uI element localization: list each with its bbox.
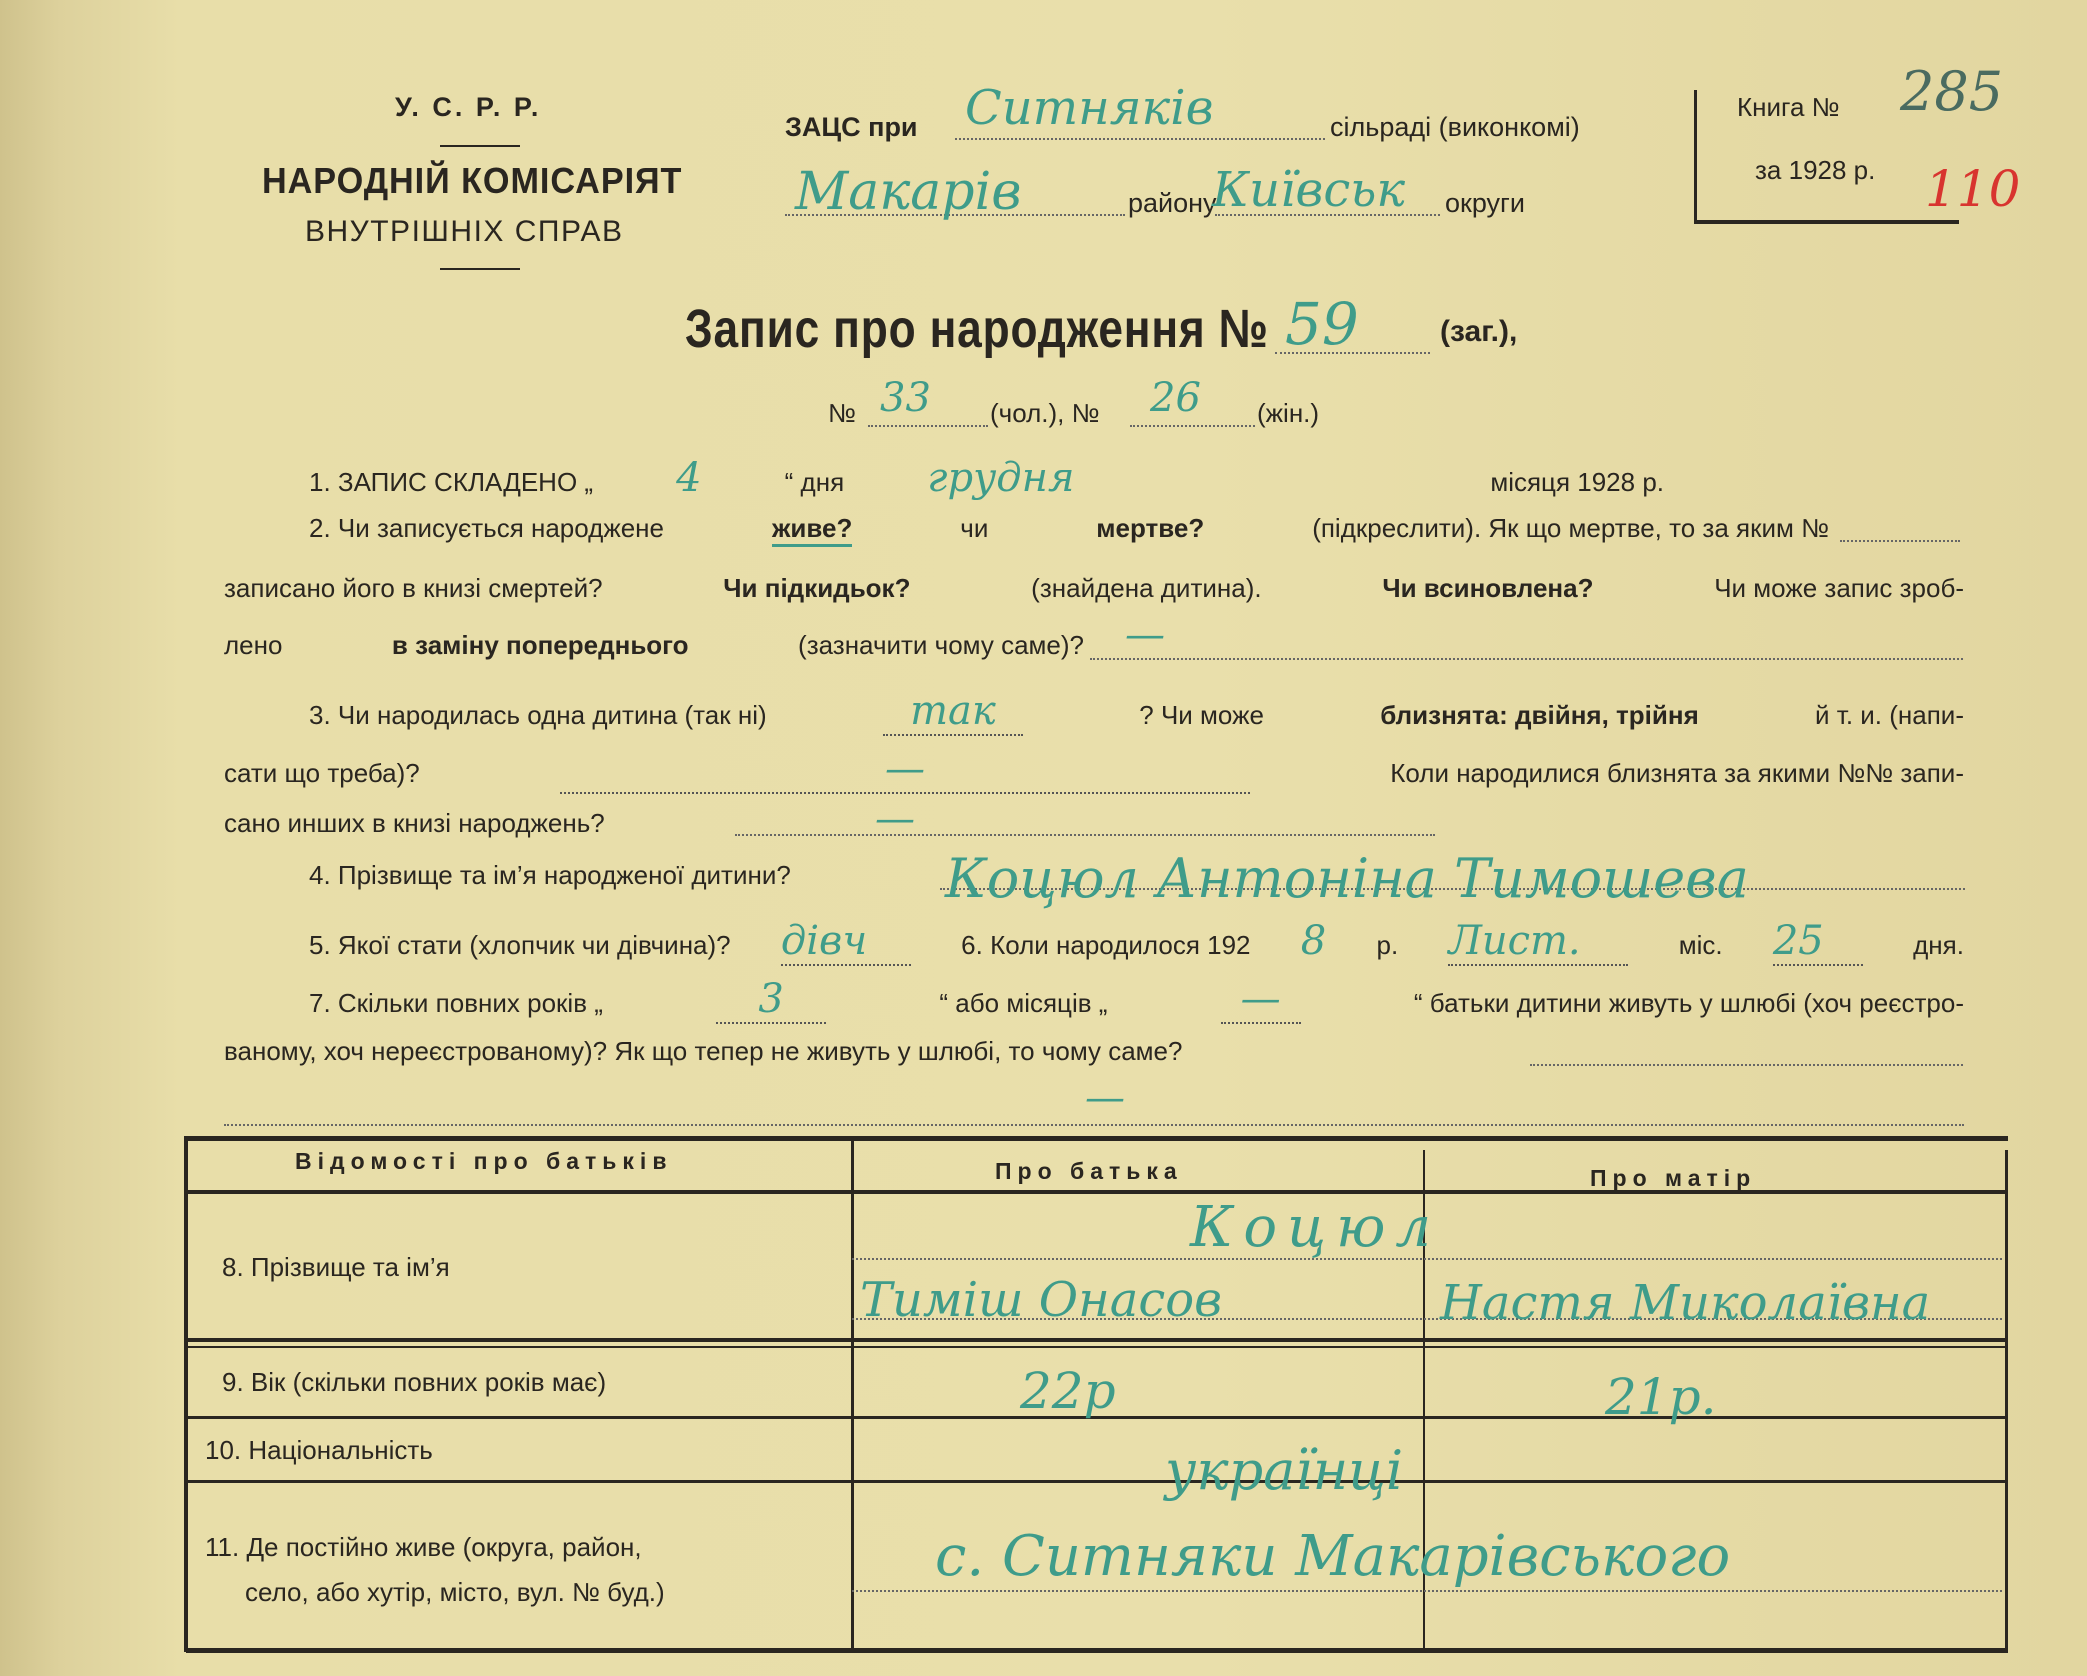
text: дня. bbox=[1913, 930, 1964, 960]
text: 7. Скільки повних років „ bbox=[309, 988, 603, 1018]
record-total-suffix: (заг.), bbox=[1440, 315, 1518, 348]
village-council-suffix: сільраді (виконкомі) bbox=[1330, 112, 1580, 142]
item-5-6 bbox=[309, 918, 1964, 966]
text: “ дня bbox=[784, 467, 845, 497]
item-2-line-3 bbox=[224, 630, 1084, 661]
text: (підкреслити). Як що мертве, то за яким № bbox=[1312, 513, 1829, 543]
birth-month-value: Лист. bbox=[1448, 918, 1628, 966]
table-border bbox=[186, 1136, 2008, 1141]
year-label: за 1928 р. bbox=[1755, 155, 1876, 185]
header-father: Про батька bbox=[995, 1158, 1183, 1184]
table-border bbox=[184, 1136, 188, 1652]
text: в заміну попереднього bbox=[391, 630, 689, 660]
record-title: Запис про народження № bbox=[685, 299, 1269, 359]
text: лено bbox=[224, 630, 283, 660]
table-border bbox=[851, 1136, 854, 1652]
father-age: 22р bbox=[1020, 1362, 1116, 1420]
text: місяця 1928 р. bbox=[1490, 467, 1664, 497]
item-1 bbox=[309, 455, 1664, 501]
twins-records-field bbox=[735, 834, 1435, 836]
divider bbox=[440, 268, 520, 270]
surname-value: Коцюл bbox=[1190, 1195, 1442, 1260]
dead-option: мертве? bbox=[1096, 513, 1205, 543]
book-label: Книга № bbox=[1737, 92, 1840, 122]
row-age-label: 9. Вік (скільки повних років має) bbox=[222, 1367, 607, 1397]
okrug-value: Київськ bbox=[1212, 162, 1406, 218]
text: Коли народилися близнята за якими №№ запи- bbox=[1390, 758, 1964, 788]
text: сати що треба)? bbox=[224, 758, 420, 788]
birth-day-value: 25 bbox=[1773, 918, 1863, 966]
text: 1. ЗАПИС СКЛАДЕНО „ bbox=[309, 467, 594, 497]
female-number-field bbox=[1130, 425, 1255, 427]
book-box-border bbox=[1694, 90, 1697, 220]
item-3-line-2 bbox=[224, 746, 1964, 794]
item-7-line-2: ваному, хоч нереєстрованому)? Як що тепер не живуть у шлюбі, то чому саме? bbox=[224, 1036, 1183, 1066]
residence-value: с. Ситняки Макарівського bbox=[935, 1524, 1731, 1589]
text: 2. Чи записується народжене bbox=[309, 513, 664, 543]
marriage-months-value: — bbox=[1221, 976, 1301, 1024]
row-residence-label-2: село, або хутір, місто, вул. № буд.) bbox=[245, 1577, 665, 1607]
text: чи bbox=[960, 513, 989, 543]
text: 5. Якої стати (хлопчик чи дівчина)? bbox=[309, 930, 731, 960]
twins-records-value: — bbox=[875, 796, 915, 842]
twins-value: — bbox=[560, 746, 1250, 794]
male-number-field bbox=[868, 425, 988, 427]
item-2 bbox=[309, 513, 1829, 547]
table-border bbox=[186, 1346, 2008, 1348]
marriage-reason-field bbox=[1530, 1064, 1963, 1066]
male-number: 33 bbox=[880, 375, 931, 421]
father-name: Тиміш Онасов bbox=[860, 1272, 1223, 1328]
item-4: 4. Прізвище та ім’я народженої дитини? bbox=[309, 860, 791, 890]
single-child-value: так bbox=[883, 688, 1023, 736]
book-box-border bbox=[1694, 220, 1959, 224]
month-value: грудня bbox=[927, 455, 1075, 501]
text: Чи може запис зроб- bbox=[1714, 573, 1964, 603]
record-number: 59 bbox=[1285, 290, 1359, 358]
red-mark: 110 bbox=[1925, 160, 2021, 218]
zags-prefix: ЗАЦС при bbox=[785, 112, 918, 142]
table-border bbox=[2005, 1150, 2008, 1650]
item-7 bbox=[309, 976, 1964, 1024]
mother-age: 21р. bbox=[1605, 1368, 1717, 1426]
text: міс. bbox=[1678, 930, 1723, 960]
alive-option: живе? bbox=[772, 513, 852, 547]
district-label: району bbox=[1128, 188, 1217, 218]
marriage-years-value: 3 bbox=[716, 976, 826, 1024]
commissariat-title: НАРОДНІЙ КОМІСАРІЯТ bbox=[262, 160, 683, 201]
table-border bbox=[186, 1648, 2008, 1653]
text: р. bbox=[1376, 930, 1399, 960]
birth-year-digit: 8 bbox=[1300, 918, 1327, 964]
table-border bbox=[186, 1480, 2008, 1483]
text: “ батьки дитини живуть у шлюбі (хоч реєстро- bbox=[1413, 988, 1964, 1018]
header-parents-info: Відомості про батьків bbox=[295, 1148, 673, 1174]
female-number: 26 bbox=[1150, 375, 1201, 421]
table-border bbox=[186, 1338, 2008, 1342]
nationality-value: українці bbox=[1165, 1439, 1404, 1502]
sex-value: дівч bbox=[781, 918, 911, 966]
text: (знайдена дитина). bbox=[1031, 573, 1262, 603]
marriage-reason-field-2 bbox=[224, 1124, 1964, 1126]
no-label: № bbox=[828, 398, 856, 428]
replacement-value: — bbox=[1125, 612, 1165, 658]
republic-label: У. С. Р. Р. bbox=[395, 92, 542, 122]
row-nationality-label: 10. Національність bbox=[205, 1435, 433, 1465]
mother-name: Настя Миколаївна bbox=[1440, 1275, 1931, 1331]
text: Чи всиновлена? bbox=[1382, 573, 1594, 603]
text: ? Чи може bbox=[1139, 700, 1264, 730]
text: 6. Коли народилося 192 bbox=[961, 930, 1251, 960]
day-value: 4 bbox=[676, 455, 702, 501]
village-council-value: Ситняків bbox=[965, 80, 1214, 136]
replacement-field bbox=[1090, 658, 1963, 660]
child-name: Коцюл Антоніна Тимошева bbox=[945, 847, 1749, 910]
text: (зазначити чому саме)? bbox=[798, 630, 1084, 660]
text: “ або місяців „ bbox=[939, 988, 1108, 1018]
book-number: 285 bbox=[1900, 60, 2004, 123]
district-value: Макарів bbox=[795, 162, 1022, 222]
text: близнята: двійня, трійня bbox=[1380, 700, 1699, 730]
death-book-field bbox=[1840, 540, 1960, 542]
item-2-line-2 bbox=[224, 573, 1964, 604]
row-residence-label: 11. Де постійно живе (округа, район, bbox=[205, 1532, 642, 1562]
divider bbox=[440, 145, 520, 147]
text: записано його в книзі смертей? bbox=[224, 573, 603, 603]
female-label: (жін.) bbox=[1257, 398, 1320, 428]
item-3 bbox=[309, 688, 1964, 736]
text: й т. и. (напи- bbox=[1815, 700, 1964, 730]
text: 3. Чи народилась одна дитина (так ні) bbox=[309, 700, 767, 730]
male-label: (чол.), № bbox=[990, 398, 1100, 428]
header-mother: Про матір bbox=[1590, 1165, 1757, 1191]
okrug-label: округи bbox=[1445, 188, 1525, 218]
department-title: ВНУТРІШНІХ СПРАВ bbox=[305, 215, 624, 248]
item-3-line-3: сано инших в книзі народжень? bbox=[224, 808, 605, 838]
village-council-field bbox=[955, 138, 1325, 140]
marriage-reason-value: — bbox=[1085, 1075, 1125, 1121]
row-name-label: 8. Прізвище та ім’я bbox=[222, 1252, 450, 1282]
field-line bbox=[852, 1590, 2002, 1592]
text: Чи підкидьок? bbox=[723, 573, 911, 603]
